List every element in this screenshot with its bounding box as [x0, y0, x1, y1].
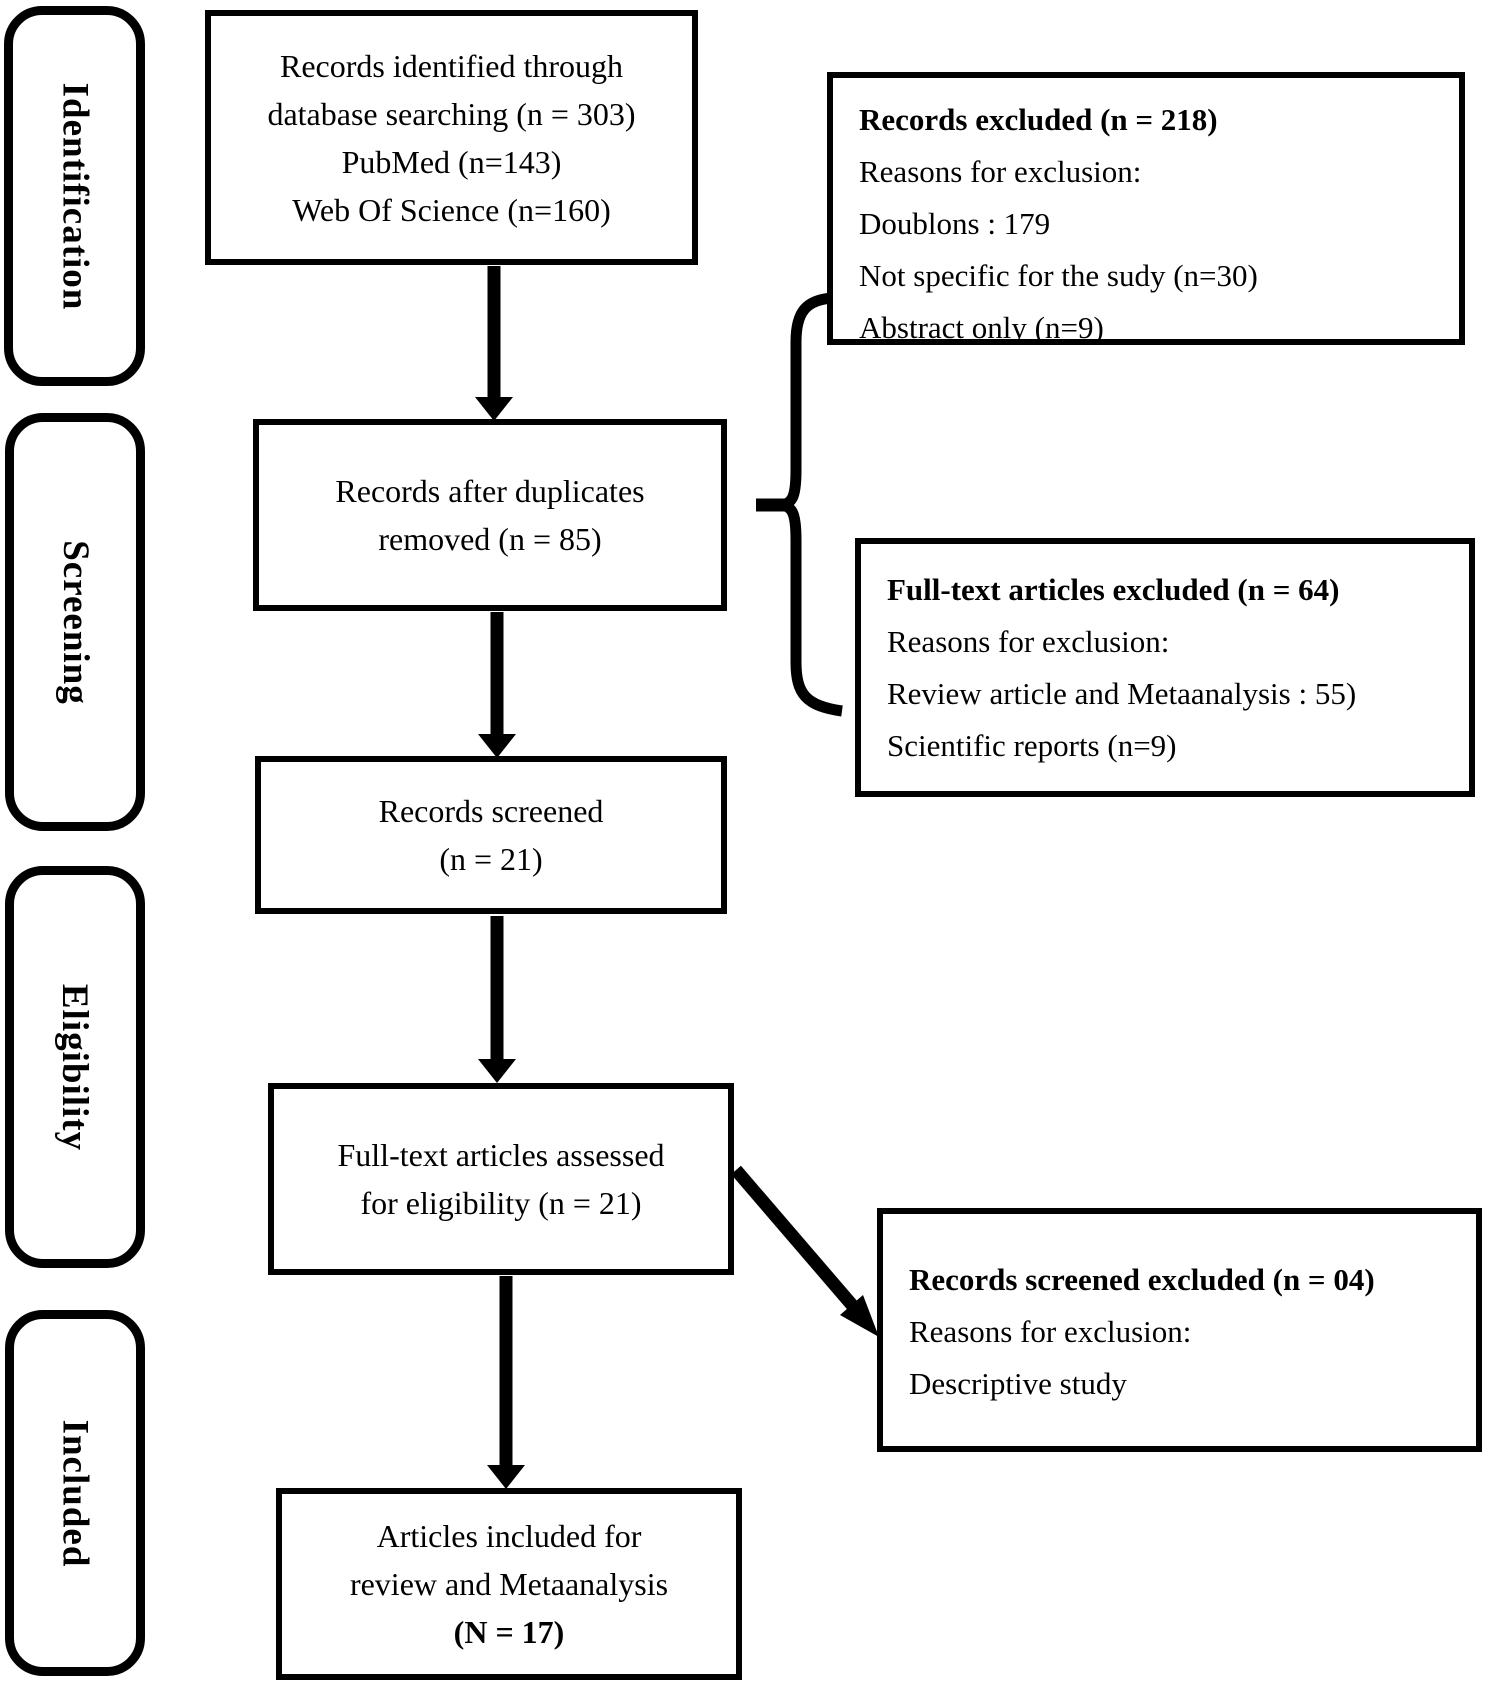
exclusion-title: Full-text articles excluded (n = 64): [887, 572, 1340, 607]
exclusion-line: Abstract only (n=9): [859, 310, 1104, 345]
box-records-identified: [205, 10, 698, 265]
stage-label-included: Included: [54, 1419, 96, 1567]
exclusion-line: Reasons for exclusion:: [887, 624, 1170, 659]
exclusion-line: Reasons for exclusion:: [909, 1314, 1192, 1349]
stage-label-identification: Identification: [54, 82, 95, 310]
exclusion-line: Doublons : 179: [859, 206, 1051, 241]
box-fulltext-excluded: [855, 538, 1475, 797]
exclusion-line: Descriptive study: [909, 1366, 1127, 1401]
exclusion-line: Reasons for exclusion:: [859, 154, 1142, 189]
arrow-assessed-to-included: [487, 1276, 525, 1489]
box-line: Web Of Science (n=160): [292, 191, 611, 228]
stage-label-screening: Screening: [54, 539, 96, 705]
exclusion-title: Records screened excluded (n = 04): [909, 1262, 1375, 1297]
box-fulltext-assessed: [268, 1083, 734, 1275]
box-records-screened: [255, 756, 727, 914]
exclusion-line: Review article and Metaanalysis : 55): [887, 676, 1357, 711]
stage-eligibility: [5, 866, 145, 1268]
stage-included: [5, 1310, 145, 1676]
stage-identification: [4, 6, 145, 386]
box-line: review and Metaanalysis: [349, 1566, 669, 1602]
exclusion-line: Not specific for the sudy (n=30): [859, 258, 1258, 293]
box-line: removed (n = 85): [378, 521, 602, 557]
arrow-screened-to-assessed: [478, 916, 516, 1083]
box-line: Records identified through: [279, 47, 624, 84]
box-line: database searching (n = 303): [267, 95, 636, 132]
box-articles-included: [276, 1488, 742, 1680]
arrow-identified-to-duplicates: [475, 266, 513, 421]
box-records-excluded: [827, 72, 1465, 345]
box-records-after-duplicates: [253, 419, 727, 611]
arrow-assessed-to-excluded: [736, 1170, 879, 1337]
arrow-duplicates-to-screened: [478, 612, 516, 758]
stage-screening: [5, 413, 145, 831]
box-line: for eligibility (n = 21): [360, 1185, 642, 1221]
box-screened-excluded: [877, 1208, 1482, 1452]
box-line: PubMed (n=143): [341, 143, 562, 180]
box-line: Records screened: [378, 793, 604, 829]
box-line: (n = 21): [439, 841, 543, 877]
box-line: Records after duplicates: [335, 473, 645, 509]
stage-label-eligibility: Eligibility: [54, 983, 96, 1151]
exclusion-title: Records excluded (n = 218): [859, 102, 1218, 137]
brace-duplicates-to-exclusions: [756, 298, 842, 711]
box-line: Articles included for: [376, 1518, 642, 1554]
exclusion-line: Scientific reports (n=9): [887, 728, 1177, 763]
box-line-total: (N = 17): [453, 1614, 565, 1650]
box-line: Full-text articles assessed: [337, 1137, 665, 1173]
